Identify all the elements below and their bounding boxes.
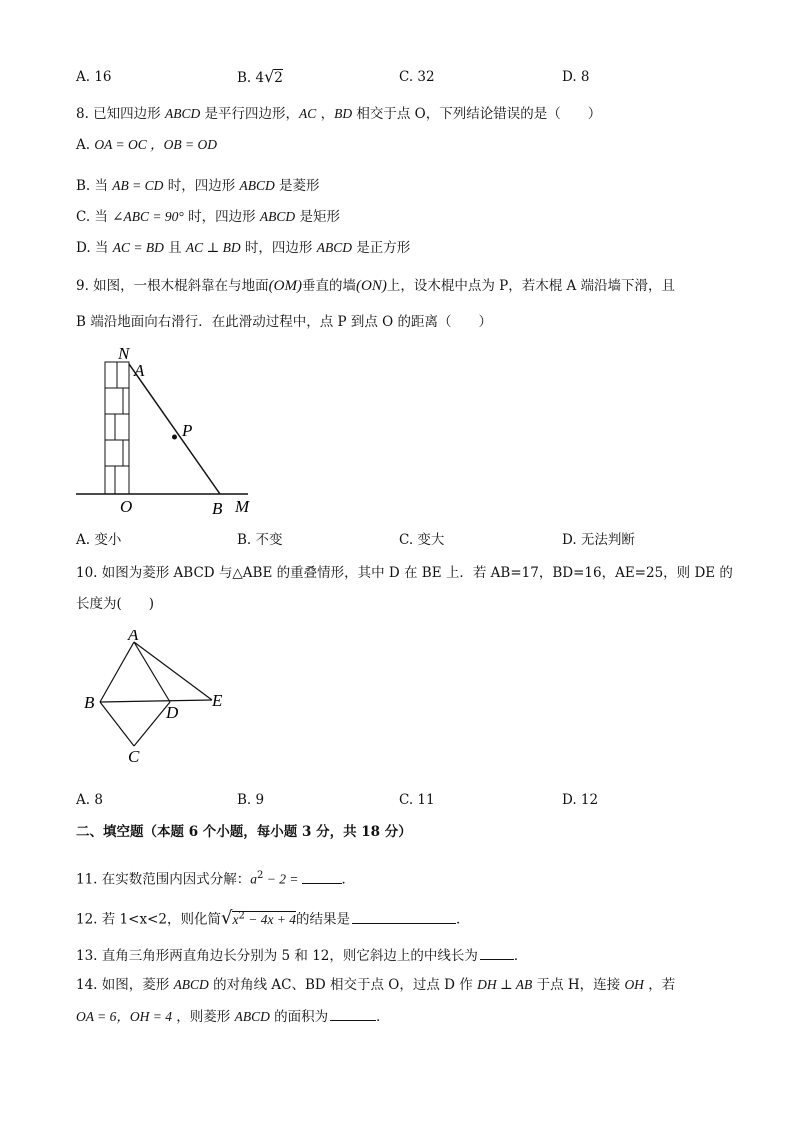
q14-line2-abcd: ABCD xyxy=(234,1009,270,1024)
q8-opt-c-abcd: ABCD xyxy=(259,209,296,224)
q14-answer-blank[interactable] xyxy=(330,1006,376,1021)
midpoint-p xyxy=(172,435,177,440)
q8-opt-c-text2: 是矩形 xyxy=(295,209,340,225)
q14-dh: DH ⊥ AB xyxy=(477,977,533,992)
q9-stem-line1 xyxy=(76,276,675,296)
q12-text2: 的结果是 xyxy=(296,911,351,928)
q9-option-a: A. 变小 xyxy=(76,532,122,548)
q11 xyxy=(76,866,355,890)
q13 xyxy=(76,945,527,966)
q8-opt-d-text1: 时，四边形 xyxy=(240,240,317,256)
sqrt-symbol: √ xyxy=(220,907,233,929)
q10-option-b: B. 9 xyxy=(237,792,265,808)
q14-line2-mid: ，则菱形 xyxy=(171,1009,235,1025)
q7-option-b-prefix: B. 4 xyxy=(237,70,265,86)
q8-option-a xyxy=(76,135,217,155)
q8-opt-a-math: OA = OC ，OB = OD xyxy=(94,137,217,152)
q9-stem-line2: B 端沿地面向右滑行．在此滑动过程中，点 P 到点 O 的距离（ ） xyxy=(76,314,493,330)
q12 xyxy=(76,906,470,930)
q14-line1-post: 于点 H，连接 xyxy=(532,977,625,993)
q14-end: ． xyxy=(376,1009,390,1025)
q8-opt-d-label: D. 当 xyxy=(76,240,113,256)
q8-stem-mid1: 是平行四边形， xyxy=(200,106,300,122)
label-a: A xyxy=(128,630,139,644)
q14-abcd: ABCD xyxy=(173,977,209,992)
q8-option-c xyxy=(76,207,340,227)
q12-answer-blank[interactable] xyxy=(352,909,456,924)
label-e: E xyxy=(212,691,223,710)
sqrt-symbol: √ xyxy=(264,67,275,86)
q8-opt-c-math: ∠ABC = 90° xyxy=(112,209,184,224)
q8-option-b xyxy=(76,176,320,196)
q8-opt-d-mid: 且 xyxy=(163,240,186,256)
q9-on: (ON) xyxy=(356,278,387,294)
q10-stem-line2: 长度为( ) xyxy=(76,596,155,612)
q11-math-rest: − 2 = xyxy=(263,871,299,887)
label-c: C xyxy=(128,747,140,766)
q12-text: 12. 若 1<x<2，则化简 xyxy=(76,911,221,928)
q8-opt-b-label: B. 当 xyxy=(76,178,113,194)
q11-text: 11. 在实数范围内因式分解： xyxy=(76,871,251,888)
q14-line2 xyxy=(76,1006,390,1027)
label-b: B xyxy=(84,693,95,712)
section-2-heading: 二、填空题（本题 6 个小题，每小题 3 分，共 18 分） xyxy=(76,824,412,840)
q12-end: ． xyxy=(456,911,470,928)
q12-rad-base: x xyxy=(232,911,239,927)
q8-stem-pre: 8. 已知四边形 xyxy=(76,106,165,122)
q14-line2-math: OA = 6，OH = 4 xyxy=(76,1009,172,1024)
q9-option-c: C. 变大 xyxy=(399,532,445,548)
q10-option-a: A. 8 xyxy=(76,792,103,808)
label-n: N xyxy=(118,344,130,363)
q8-opt-b-math: AB = CD xyxy=(112,178,164,193)
label-b: B xyxy=(212,499,223,518)
q7-option-c: C. 32 xyxy=(399,69,435,85)
q9-om: (OM) xyxy=(268,278,302,294)
ladder-stick xyxy=(129,364,220,494)
q9-line1-post: 上，设木棍中点为 P，若木棍 A 端沿墙下滑，且 xyxy=(386,278,676,294)
q11-end: ． xyxy=(341,871,355,888)
q7-option-b-radicand: 2 xyxy=(274,70,283,86)
label-o: O xyxy=(120,497,133,516)
q13-end: ． xyxy=(513,948,528,964)
q8-opt-b-abcd: ABCD xyxy=(239,178,275,193)
q10-rhombus-figure xyxy=(80,630,250,770)
label-a: A xyxy=(134,361,145,380)
q7-option-b xyxy=(237,67,283,88)
label-p: P xyxy=(182,421,193,440)
q14-line2-post: 的面积为 xyxy=(269,1009,329,1025)
q7-option-d: D. 8 xyxy=(562,69,590,85)
q8-opt-d-math1: AC = BD xyxy=(112,240,164,255)
q12-radicand xyxy=(232,911,296,928)
q12-rad-exp: 2 xyxy=(238,910,245,921)
label-d: D xyxy=(166,703,179,722)
q8-opt-a-label: A. xyxy=(76,137,95,153)
q11-math-exp: 2 xyxy=(257,870,264,881)
q8-stem xyxy=(76,104,601,124)
label-m: M xyxy=(235,497,250,516)
q10-option-c: C. 11 xyxy=(399,792,435,808)
q11-answer-blank[interactable] xyxy=(302,869,342,884)
q13-answer-blank[interactable] xyxy=(480,945,514,960)
q8-ac: AC xyxy=(299,106,317,121)
q14-line1-mid: 的对角线 AC、BD 相交于点 O，过点 D 作 xyxy=(208,977,478,993)
q8-opt-d-abcd: ABCD xyxy=(316,240,352,255)
q8-abcd: ABCD xyxy=(164,106,201,121)
q11-math-base: a xyxy=(250,871,258,887)
q7-option-a: A. 16 xyxy=(76,69,112,85)
q8-comma: ， xyxy=(316,106,335,122)
q8-bd: BD xyxy=(334,106,353,121)
q14-line1-pre: 14. 如图，菱形 xyxy=(76,977,174,993)
q9-option-b: B. 不变 xyxy=(237,532,283,548)
q9-line1-pre: 9. 如图，一根木棍斜靠在与地面 xyxy=(76,278,269,294)
q14-line1 xyxy=(76,975,675,995)
wall-bricks xyxy=(105,362,129,494)
q8-opt-d-math2: AC ⊥ BD xyxy=(185,240,241,255)
q12-rad-rest: − 4x + 4 xyxy=(244,911,297,927)
q8-stem-mid2: 相交于点 O，下列结论错误的是（ ） xyxy=(352,106,602,122)
q8-opt-d-text2: 是正方形 xyxy=(351,240,411,256)
q8-opt-c-text1: 时，四边形 xyxy=(183,209,260,225)
q14-line1-end: ，若 xyxy=(643,977,676,993)
q8-opt-b-text2: 是菱形 xyxy=(274,178,320,194)
q14-oh: OH xyxy=(624,977,644,992)
q8-option-d xyxy=(76,238,410,258)
q9-ladder-figure xyxy=(70,340,270,520)
q8-opt-c-label: C. 当 xyxy=(76,209,113,225)
q9-option-d: D. 无法判断 xyxy=(562,532,635,548)
q10-stem-line1: 10. 如图为菱形 ABCD 与△ABE 的重叠情形，其中 D 在 BE 上．若 AB=17，BD=16，AE=25，则 DE 的 xyxy=(76,565,733,581)
q8-opt-b-text1: 时，四边形 xyxy=(163,178,240,194)
q10-option-d: D. 12 xyxy=(562,792,599,808)
q13-text: 13. 直角三角形两直角边长分别为 5 和 12，则它斜边上的中线长为 xyxy=(76,948,478,964)
q9-line1-mid: 垂直的墙 xyxy=(302,278,356,294)
